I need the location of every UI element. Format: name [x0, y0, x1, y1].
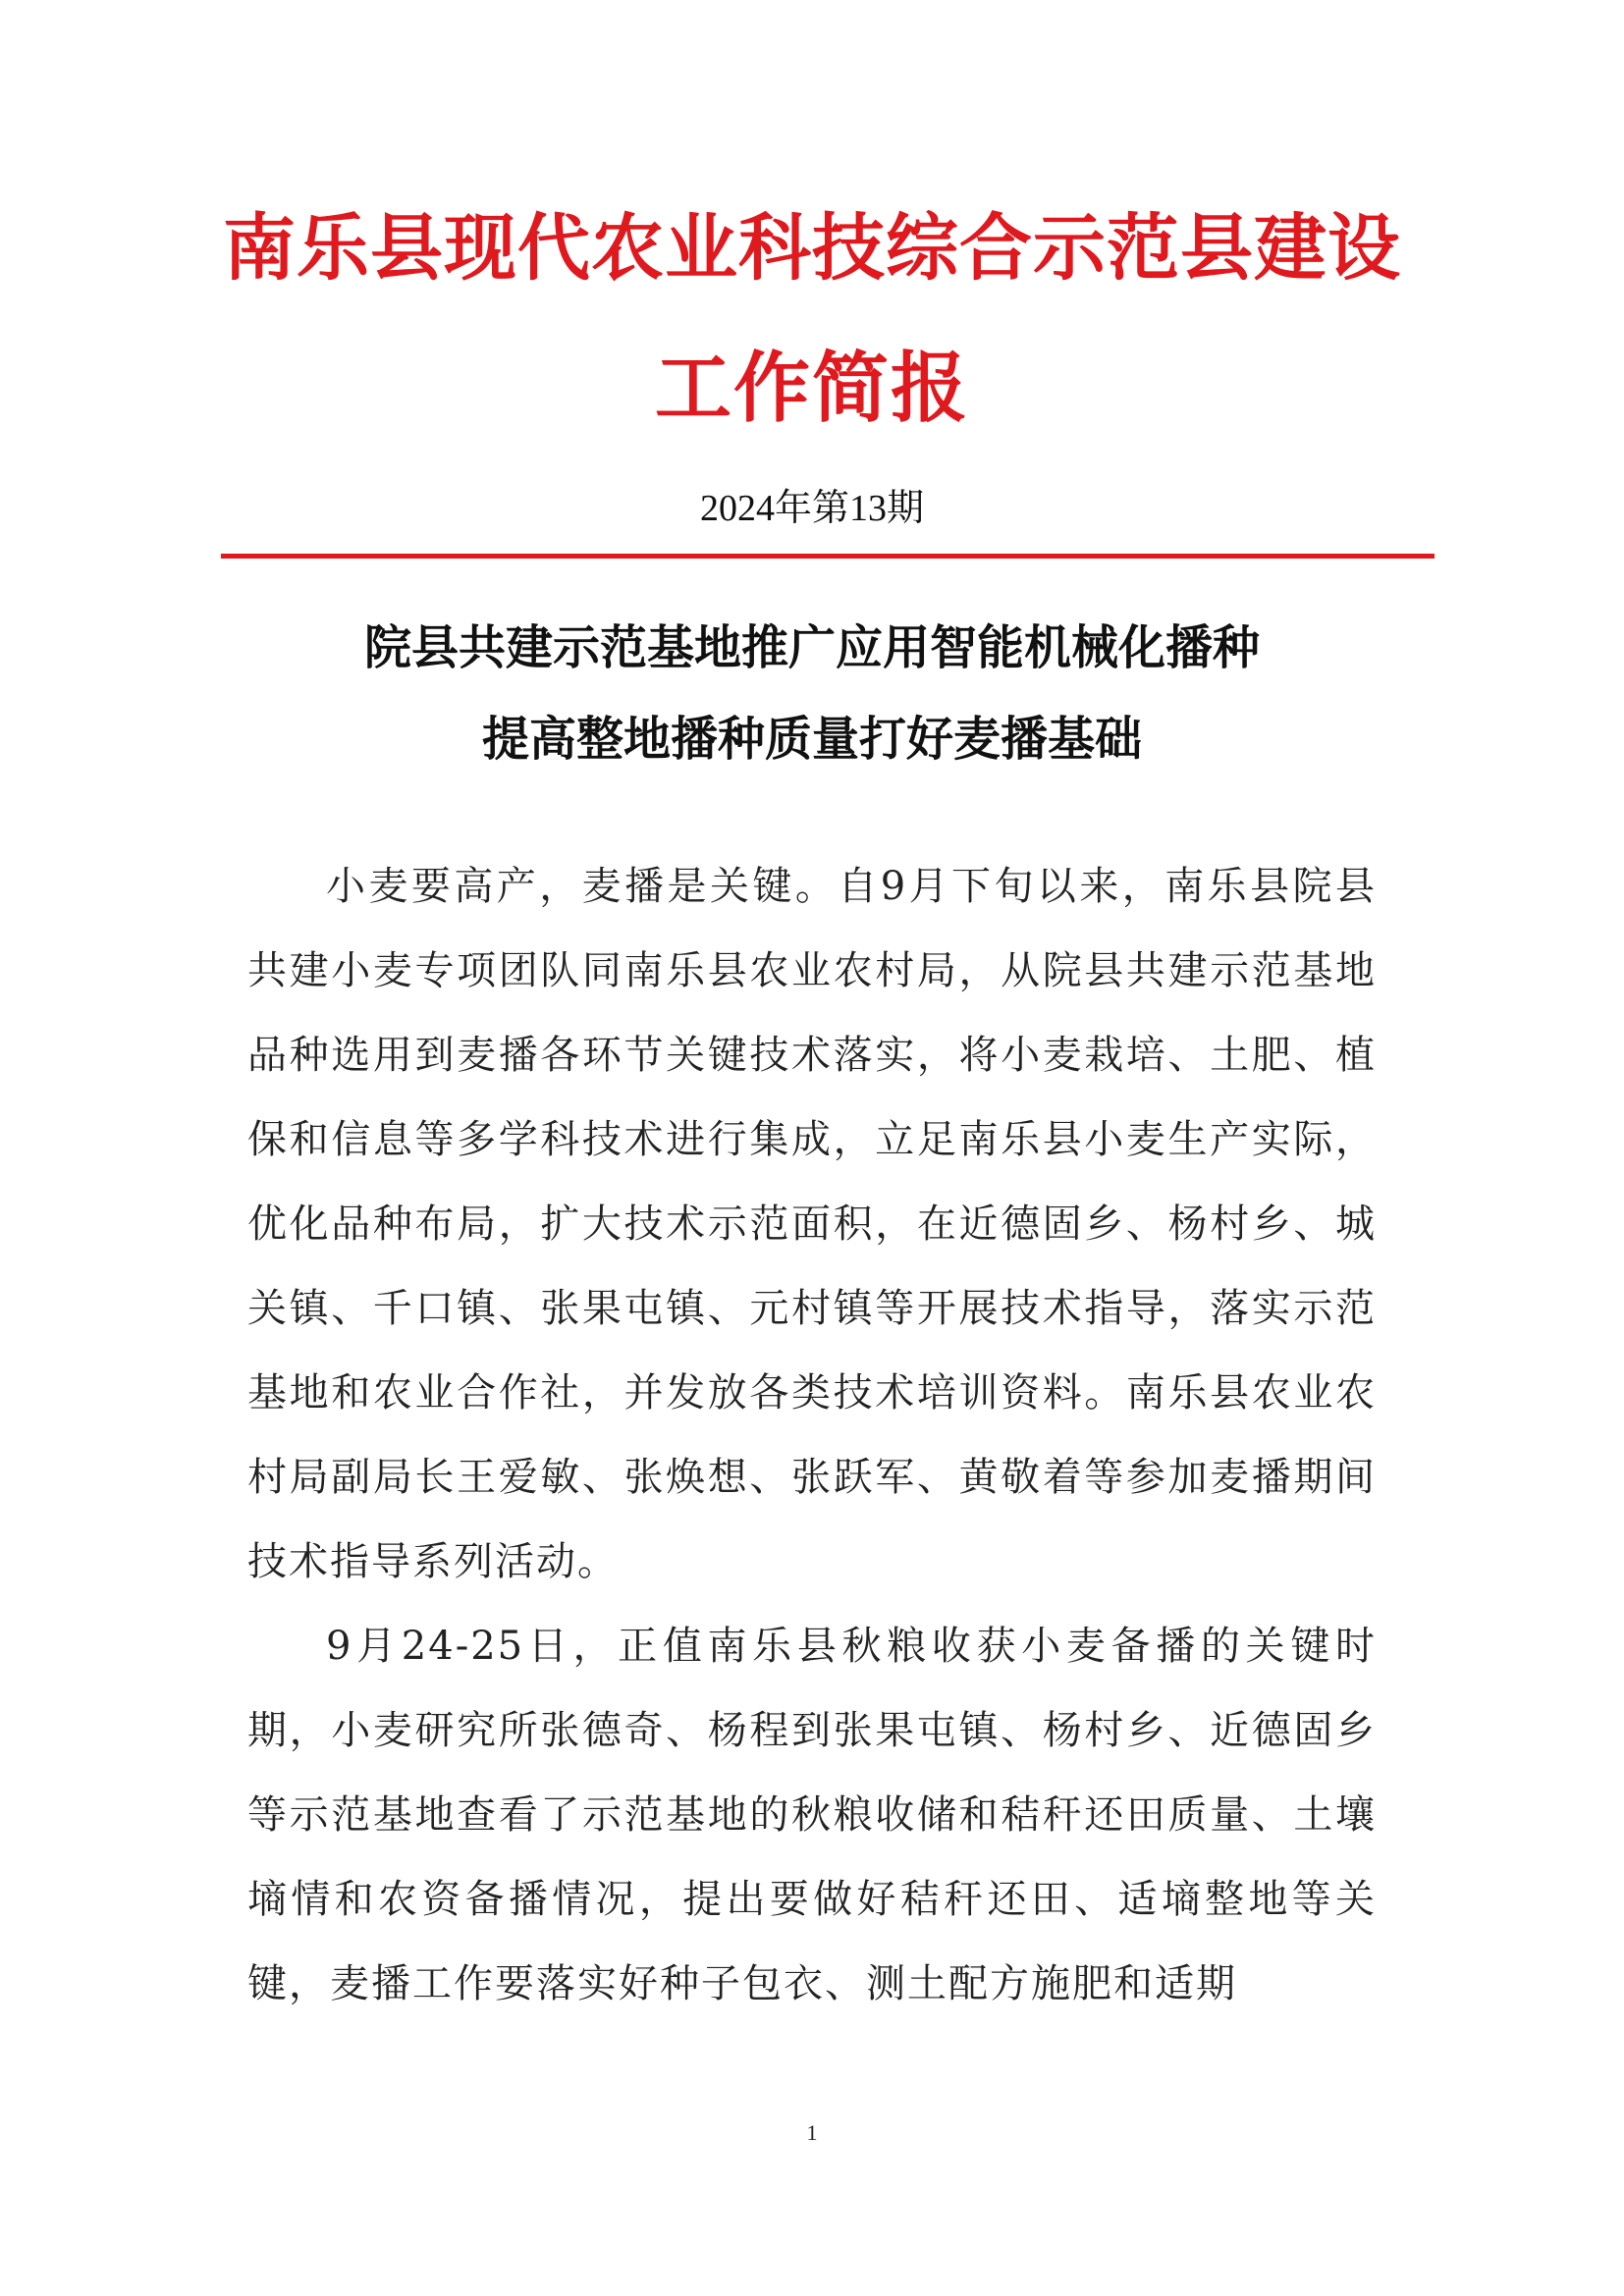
paragraph-1: 小麦要高产，麦播是关键。自9月下旬以来，南乐县院县共建小麦专项团队同南乐县农业农村局，从院县共建示范基地品种选用到麦播各环节关键技术落实，将小麦栽培、土肥、植保和信息等多学科技术进行集成，立足南乐县小麦生产实际，优化品种布局，扩大技术示范面积，在近德固乡、杨村乡、城关镇、千口镇、张果屯镇、元村镇等开展技术指导，落实示范基地和农业合作社，并发放各类技术培训资料。南乐县农业农村局副局长王爱敏、张焕想、张跃军、黄敬着等参加麦播期间技术指导系列活动。: [247, 864, 1377, 1584]
issue-number: 2024年第13期: [699, 488, 924, 529]
article-body: [247, 844, 1377, 2026]
article-title-line1: 院县共建示范基地推广应用智能机械化播种: [363, 620, 1260, 675]
masthead-subtitle: 工作简报: [654, 344, 969, 433]
article-title-line2: 提高整地播种质量打好麦播基础: [481, 712, 1142, 767]
page-number: 1: [806, 2120, 818, 2145]
red-divider-rule: [221, 554, 1435, 559]
masthead-title: 南乐县现代农业科技综合示范县建设: [223, 206, 1401, 291]
paragraph-2: 9月24-25日，正值南乐县秋粮收获小麦备播的关键时期，小麦研究所张德奇、杨程到张果屯镇、杨村乡、近德固乡等示范基地查看了示范基地的秋粮收储和秸秆还田质量、土壤墒情和农资备播情况，提出要做好秸秆还田、适墒整地等关键，麦播工作要落实好种子包衣、测土配方施肥和适期: [247, 1624, 1377, 2006]
